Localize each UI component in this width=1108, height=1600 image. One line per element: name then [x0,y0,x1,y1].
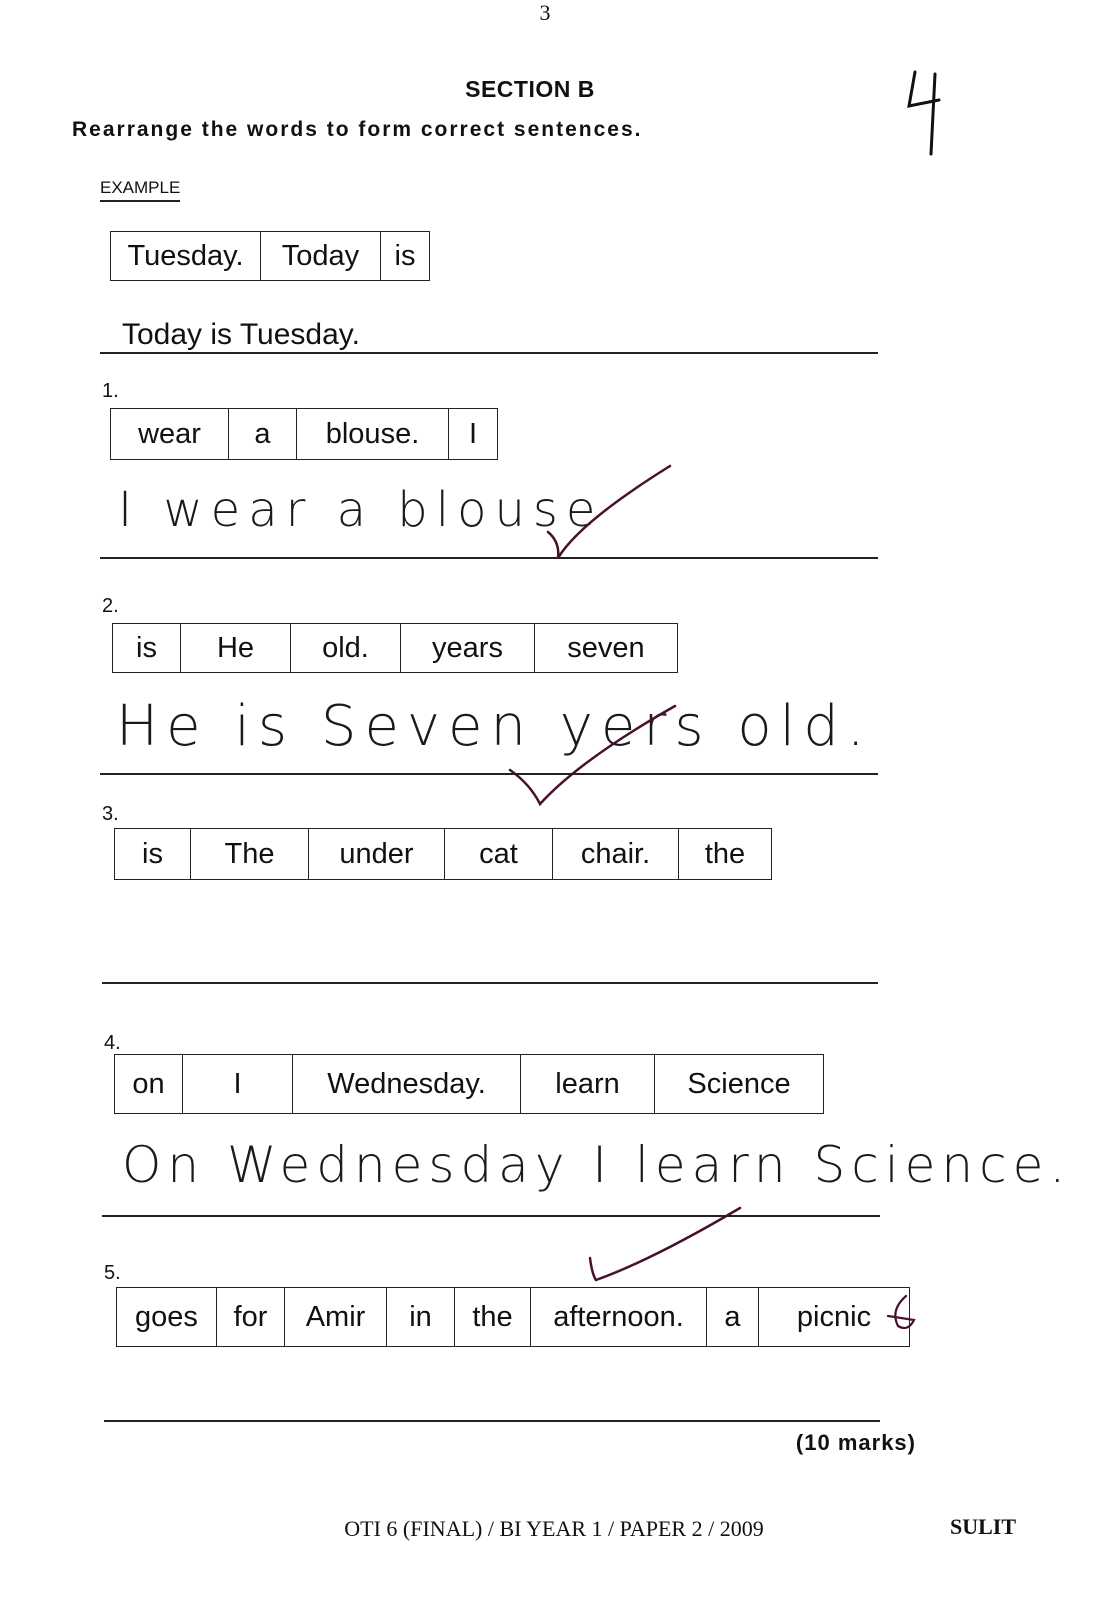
word-box: is [113,624,181,672]
question-3-word-row [114,828,772,880]
word-box: the [704,837,746,870]
question-number: 4. [104,1032,121,1054]
word-box: chair. [553,829,679,879]
answer-line [102,982,878,984]
word-box: a [229,409,297,459]
question-1-word-row [110,408,498,460]
example-word-row [110,231,430,281]
footer-text: OTI 6 (FINAL) / BI YEAR 1 / PAPER 2 / 2009 [344,1516,764,1541]
answer-line [104,1420,880,1422]
word-box: Wednesday. [293,1055,521,1113]
answer-line [100,773,878,775]
example-answer: Today is Tuesday. [122,318,360,351]
question-number: 2. [102,595,119,617]
word-box: goes [117,1288,217,1346]
word-box: Today [261,232,381,280]
word-box: learn [521,1055,655,1113]
answer-line [100,557,878,559]
word-box: Tuesday. [111,232,261,280]
page-number: 3 [539,0,551,25]
word-box: cat [445,829,553,879]
word-box: The [191,829,309,879]
instruction-text: Rearrange the words to form correct sentences. [72,118,643,141]
word-box: blouse. [297,409,449,459]
marks-label: (10 marks) [795,1430,916,1455]
handwritten-score [895,60,955,160]
handwritten-answer: He is Seven yers old. [116,694,873,759]
word-box: is [115,829,191,879]
word-box: a [707,1288,759,1346]
section-title: SECTION B [465,76,595,102]
word-box: seven [567,631,645,664]
question-2-word-row [112,623,678,673]
word-box: wear [111,409,229,459]
check-mark-icon [540,462,680,572]
word-box: is [394,239,416,272]
word-box: Amir [285,1288,387,1346]
question-4-word-row [114,1054,824,1114]
word-box: He [181,624,291,672]
question-5-word-row [116,1287,910,1347]
handwritten-answer: On Wednesday I learn Science. [122,1136,1072,1194]
question-number: 1. [102,380,119,402]
word-box: I [183,1055,293,1113]
footer-tag: SULIT [950,1514,1017,1539]
example-label: EXAMPLE [100,178,180,202]
word-box: under [309,829,445,879]
word-box: Science [687,1067,791,1100]
word-box: picnic [796,1300,872,1333]
answer-line [102,1215,880,1217]
answer-line [100,352,878,354]
handwritten-answer: I wear a blouse [118,482,604,538]
word-box: for [217,1288,285,1346]
check-mark-icon [500,700,690,810]
word-box: I [468,417,478,450]
word-box: the [455,1288,531,1346]
word-box: in [387,1288,455,1346]
pen-stroke-icon [880,1292,930,1342]
question-number: 3. [102,803,119,825]
word-box: old. [291,624,401,672]
question-number: 5. [104,1262,121,1284]
check-mark-icon [582,1200,752,1290]
word-box: afternoon. [531,1288,707,1346]
word-box: on [115,1055,183,1113]
word-box: years [401,624,535,672]
